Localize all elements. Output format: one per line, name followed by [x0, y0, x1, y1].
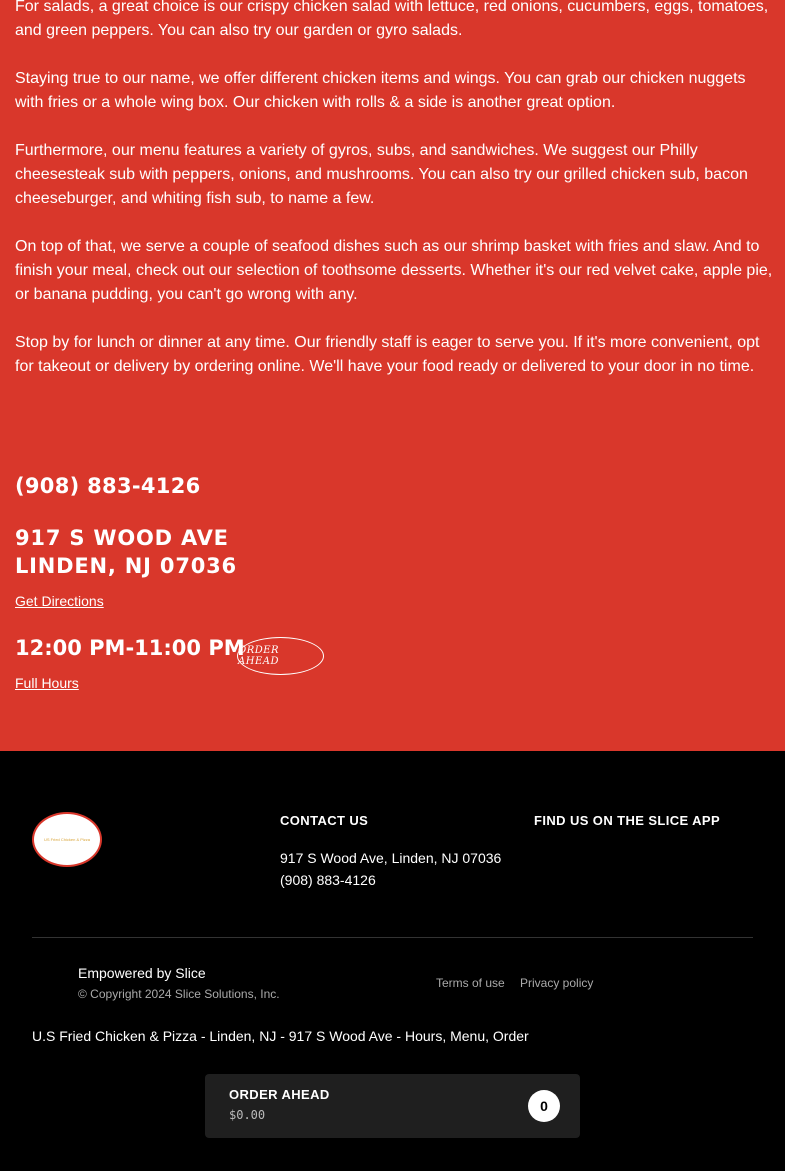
address-street: 917 S WOOD AVE	[15, 526, 229, 550]
about-paragraph-chicken: Staying true to our name, we offer different chicken items and wings. You can grab our chicken nuggets with fries or a whole wing box. Our chicken with rolls & a side is another great option.	[15, 70, 746, 111]
about-paragraph-salads: For salads, a great choice is our crispy chicken salad with lettuce, red onions, cucumbers, eggs, tomatoes, and green peppers. You can also try our garden or gyro salads.	[15, 0, 769, 39]
about-paragraph-seafood-desserts: On top of that, we serve a couple of seafood dishes such as our shrimp basket with fries and slaw. And to finish your meal, check out our selection of toothsome desserts. Whether it's our red velvet cake, apple pie, or banana pudding, you can't go wrong with any.	[15, 238, 773, 303]
app-heading: FIND US ON THE SLICE APP	[534, 813, 721, 828]
empowered-by-slice[interactable]: Empowered by Slice	[78, 965, 206, 981]
open-hours: 12:00 PM-11:00 PM	[15, 636, 245, 660]
cart-title: ORDER AHEAD	[229, 1087, 330, 1102]
privacy-link[interactable]: Privacy policy	[520, 976, 594, 990]
order-ahead-cart-button[interactable]	[205, 1074, 580, 1138]
address-city: LINDEN, NJ 07036	[15, 554, 237, 578]
footer-phone-link[interactable]: (908) 883-4126	[280, 872, 376, 888]
logo-text: US Fried Chicken & Pizza	[43, 837, 90, 842]
page-caption: U.S Fried Chicken & Pizza - Linden, NJ - 917 S Wood Ave - Hours, Menu, Order	[32, 1028, 529, 1044]
cart-total: $0.00	[229, 1108, 266, 1122]
footer-divider	[32, 937, 753, 938]
get-directions-link[interactable]: Get Directions	[15, 593, 104, 609]
restaurant-logo[interactable]	[32, 812, 102, 867]
about-paragraph-visit: Stop by for lunch or dinner at any time. Our friendly staff is eager to serve you. If it's more convenient, opt for takeout or delivery by ordering online. We'll have your food ready or delivered to your door in no time.	[15, 334, 760, 375]
footer-address: 917 S Wood Ave, Linden, NJ 07036	[280, 850, 502, 866]
order-ahead-badge: ORDER AHEAD	[237, 637, 324, 675]
full-hours-link[interactable]: Full Hours	[15, 675, 79, 691]
contact-heading: CONTACT US	[280, 813, 369, 828]
copyright: © Copyright 2024 Slice Solutions, Inc.	[78, 987, 280, 1001]
terms-link[interactable]: Terms of use	[436, 976, 505, 990]
about-paragraph-gyros-subs: Furthermore, our menu features a variety of gyros, subs, and sandwiches. We suggest our Philly cheesesteak sub with peppers, onions, and mushrooms. You can also try our grilled chicken sub, bacon cheeseburger, and whiting fish sub, to name a few.	[15, 142, 748, 207]
phone-link[interactable]: (908) 883-4126	[15, 474, 201, 498]
cart-count-badge: 0	[528, 1090, 560, 1122]
